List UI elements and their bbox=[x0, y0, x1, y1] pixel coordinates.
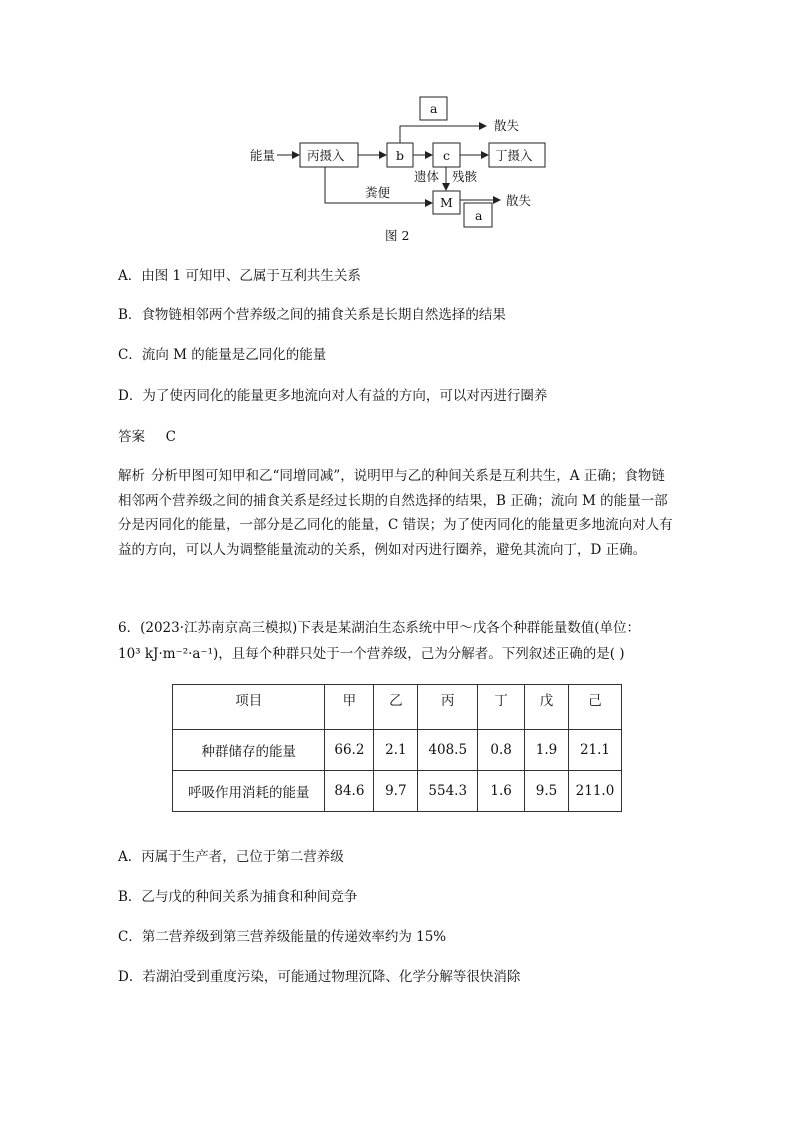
analysis-text: 分析甲图可知甲和乙“同增同减”，说明甲与乙的种间关系是互利共生，A 正确；食物链相邻两个营养级之间的捕食关系是经过长期的自然选择的结果，B 正确；流向 M 的能量一部分是丙同化的能量，一部分是乙同化的能量，C 错误；为了使丙同化的能量更多地流向对人有益的方向，可以人为调整能量流动的关系，例如对丙进行圈养，避免其流向丁，D 正确。 bbox=[118, 468, 673, 558]
dissipate-bottom-label: 散失 bbox=[506, 193, 532, 208]
table-cell: 66.2 bbox=[325, 730, 374, 771]
q6-option-a: A．丙属于生产者，己位于第二营养级 bbox=[118, 849, 344, 865]
analysis-paragraph bbox=[118, 464, 678, 562]
table-cell: 1.9 bbox=[525, 730, 569, 771]
figure-caption: 图 2 bbox=[385, 228, 410, 243]
q5-option-c: C．流向 M 的能量是乙同化的能量 bbox=[118, 347, 327, 363]
table-cell: 554.3 bbox=[418, 771, 478, 812]
debris-label: 残骸 bbox=[452, 169, 478, 184]
table-header-cell: 丙 bbox=[418, 685, 478, 730]
table-cell: 211.0 bbox=[568, 771, 621, 812]
q6-option-b: B．乙与戊的种间关系为捕食和种间竞争 bbox=[118, 889, 358, 905]
dissipate-top-label: 散失 bbox=[494, 118, 520, 133]
q6-option-d: D．若湖泊受到重度污染，可能通过物理沉降、化学分解等很快消除 bbox=[118, 969, 521, 985]
energy-table bbox=[172, 684, 622, 812]
remains-label: 遗体 bbox=[414, 169, 440, 184]
analysis-label: 解析 bbox=[118, 468, 145, 484]
table-header-cell: 项目 bbox=[173, 685, 325, 730]
bing-intake-label: 丙摄入 bbox=[307, 148, 345, 163]
q6-option-c: C．第二营养级到第三营养级能量的传递效率约为 15% bbox=[118, 929, 447, 945]
table-header-row bbox=[173, 685, 622, 730]
arrow-b-to-dissipate bbox=[400, 126, 486, 143]
answer-value: C bbox=[165, 429, 176, 445]
a-bottom-label: a bbox=[475, 208, 483, 223]
table-cell: 9.5 bbox=[525, 771, 569, 812]
q5-option-b: B．食物链相邻两个营养级之间的捕食关系是长期自然选择的结果 bbox=[118, 307, 506, 323]
feces-label: 粪便 bbox=[365, 185, 391, 200]
a-top-label: a bbox=[430, 101, 438, 116]
table-cell: 9.7 bbox=[374, 771, 418, 812]
answer-line bbox=[118, 428, 176, 446]
table-header-cell: 戊 bbox=[525, 685, 569, 730]
energy-flow-diagram bbox=[0, 0, 794, 260]
b-label: b bbox=[396, 148, 405, 163]
table-cell: 84.6 bbox=[325, 771, 374, 812]
energy-label: 能量 bbox=[250, 148, 276, 163]
table-cell: 种群储存的能量 bbox=[173, 730, 325, 771]
q6-stem-line1: 6．(2023·江苏南京高三模拟)下表是某湖泊生态系统中甲～戊各个种群能量数值(单位： bbox=[118, 620, 641, 636]
q5-option-d: D．为了使丙同化的能量更多地流向对人有益的方向，可以对丙进行圈养 bbox=[118, 388, 548, 404]
q6-stem-line2: 10³ kJ·m⁻²·a⁻¹)，且每个种群只处于一个营养级，己为分解者。下列叙述正确的是( ) bbox=[118, 646, 625, 662]
table-cell: 408.5 bbox=[418, 730, 478, 771]
table-cell: 呼吸作用消耗的能量 bbox=[173, 771, 325, 812]
table-header-cell: 甲 bbox=[325, 685, 374, 730]
table-header-cell: 乙 bbox=[374, 685, 418, 730]
q5-option-a: A．由图 1 可知甲、乙属于互利共生关系 bbox=[118, 268, 361, 284]
ding-intake-label: 丁摄入 bbox=[495, 148, 533, 163]
table-cell: 2.1 bbox=[374, 730, 418, 771]
table-row bbox=[173, 771, 622, 812]
table-cell: 0.8 bbox=[478, 730, 525, 771]
table-header-cell: 丁 bbox=[478, 685, 525, 730]
table-cell: 1.6 bbox=[478, 771, 525, 812]
table-row bbox=[173, 730, 622, 771]
c-label: c bbox=[443, 148, 451, 163]
table-cell: 21.1 bbox=[568, 730, 621, 771]
table-header-cell: 己 bbox=[568, 685, 621, 730]
m-label: M bbox=[440, 195, 453, 210]
answer-label: 答案 bbox=[118, 429, 145, 445]
